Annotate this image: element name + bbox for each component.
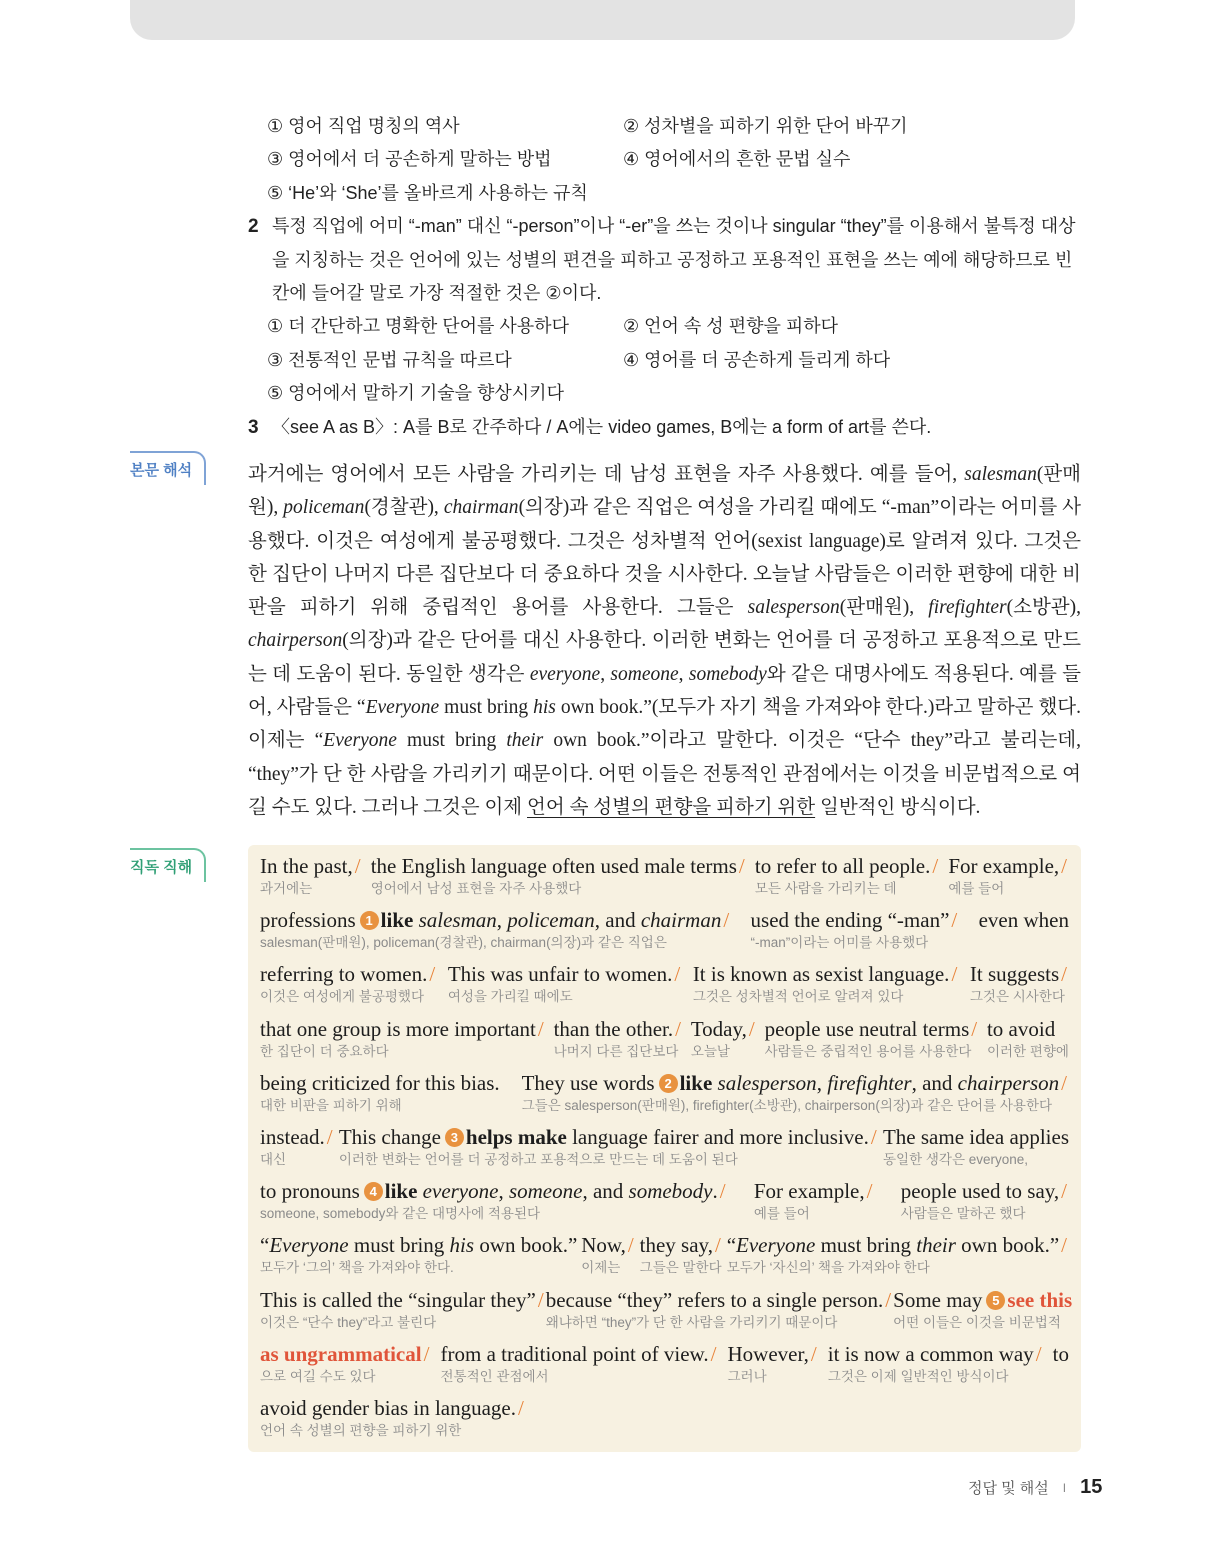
translation-text: Everyone bbox=[365, 697, 440, 719]
reading-chunk bbox=[901, 1178, 1069, 1232]
korean-gloss: 전통적인 관점에서 bbox=[440, 1368, 549, 1384]
english-text: referring to women. bbox=[260, 962, 428, 987]
english-text: avoid gender bias in language. bbox=[260, 1395, 516, 1420]
english-chunk bbox=[979, 907, 1069, 934]
english-chunk bbox=[339, 1124, 879, 1151]
english-chunk bbox=[448, 961, 682, 988]
english-chunk bbox=[691, 1016, 757, 1043]
english-text: like bbox=[384, 1179, 418, 1204]
translation-text: 와 같은 대명사에도 적용된다. 예를 들어, 사람들은 “ bbox=[248, 663, 1081, 719]
reading-line bbox=[260, 1178, 1069, 1232]
korean-gloss: 예를 들어 bbox=[753, 1206, 810, 1222]
slash-separator: / bbox=[1061, 1179, 1067, 1204]
korean-gloss: 이제는 bbox=[581, 1260, 621, 1276]
korean-gloss: 나머지 다른 집단보다 bbox=[553, 1043, 679, 1059]
english-text: because “they” refers to a single person. bbox=[545, 1287, 884, 1312]
reading-chunk bbox=[260, 961, 437, 1015]
number-badge: 1 bbox=[360, 911, 379, 930]
english-text: it is now a common way bbox=[827, 1341, 1034, 1366]
korean-gloss: 동일한 생각은 everyone, bbox=[882, 1151, 1029, 1167]
translation-text: everyone bbox=[529, 663, 601, 685]
reading-chunk bbox=[260, 1070, 500, 1124]
english-text: to bbox=[1052, 1341, 1069, 1366]
slash-separator: / bbox=[951, 962, 958, 987]
english-text: his bbox=[449, 1233, 475, 1258]
english-text: to avoid bbox=[986, 1016, 1056, 1041]
translation-text: (의장)과 같은 직업은 여성을 가리킬 때에도 “-man”이라는 어미를 사용했다. 이것은 여성에게 불공평했다. 그것은 성차별적 언어(sexist language)로 알려져 있다. 그것은 한 집단이 나머지 다른 집단보다 더 중요하다 것을 시사한다. 오늘날 사람들은 이러한 편향에 대한 비판을 피하기 위해 중립적인 용어를 사용한다. 그들은 bbox=[248, 497, 1081, 619]
translation-text: salesman bbox=[964, 464, 1037, 485]
english-chunk bbox=[581, 1232, 636, 1259]
q2-choices bbox=[248, 310, 1088, 410]
english-chunk bbox=[260, 1287, 546, 1314]
reading-chunk bbox=[948, 853, 1069, 907]
translation-text: own book.”(모두가 자기 책을 가져와야 한다.)라고 말하곤 했다. 이제는 “ bbox=[248, 697, 1081, 752]
translation-text: 과거에는 영어에서 모든 사람을 가리키는 데 남성 표현을 자주 사용했다. 예를 들어, bbox=[248, 464, 965, 485]
slash-separator: / bbox=[810, 1341, 817, 1366]
korean-gloss: 언어 속 성별의 편향을 피하기 위한 bbox=[260, 1422, 462, 1438]
korean-gloss: 이러한 변화는 언어를 더 공정하고 포용적으로 만드는 데 도움이 된다 bbox=[338, 1151, 738, 1167]
english-text: Some may bbox=[893, 1287, 983, 1312]
korean-gloss: 영어에서 남성 표현을 자주 사용했다 bbox=[370, 881, 582, 896]
reading-line bbox=[260, 1070, 1069, 1124]
english-text: salesman bbox=[418, 908, 497, 933]
slash-separator: / bbox=[537, 1287, 544, 1312]
slash-separator: / bbox=[885, 1287, 892, 1312]
translation-text: chairman bbox=[443, 497, 519, 519]
english-chunk bbox=[755, 853, 940, 880]
q1-choice: ① 영어 직업 명칭의 역사 bbox=[267, 116, 460, 136]
number-badge: 2 bbox=[659, 1074, 678, 1093]
english-text: , and bbox=[594, 908, 641, 933]
translation-text: 일반적인 방식이다. bbox=[815, 796, 981, 818]
slash-separator: / bbox=[866, 1179, 873, 1204]
english-text: policeman bbox=[507, 908, 595, 933]
question-explanation: 〈see A as B〉: A를 B로 간주하다 / A에는 video games, B에는 a form of art를 쓴다. bbox=[272, 416, 932, 437]
english-chunk bbox=[546, 1287, 893, 1314]
english-text: Today, bbox=[690, 1016, 747, 1041]
english-text: language fairer and more inclusive. bbox=[566, 1124, 869, 1149]
reading-chunk bbox=[987, 1016, 1069, 1070]
english-text: own book.” bbox=[474, 1233, 578, 1258]
footer-separator: I bbox=[1062, 1480, 1067, 1495]
english-chunk bbox=[260, 961, 437, 988]
translation-text: firefighter bbox=[928, 597, 1007, 619]
english-text: salesperson bbox=[717, 1070, 817, 1095]
slash-separator: / bbox=[870, 1124, 877, 1149]
question-number: 3 bbox=[248, 416, 259, 438]
english-chunk bbox=[441, 1341, 719, 1368]
english-text: , and bbox=[911, 1070, 958, 1095]
question-3 bbox=[248, 411, 1088, 444]
q2-choice: ① 더 간단하고 명확한 단어를 사용하다 bbox=[267, 316, 569, 337]
korean-gloss: someone, somebody와 같은 대명사에 적용된다 bbox=[260, 1206, 541, 1222]
translation-text: (의장)과 같은 단어를 대신 사용한다. 이러한 변화는 언어를 더 공정하고 포용적으로 만드는 데 도움이 된다. 동일한 생각은 bbox=[248, 630, 1081, 685]
english-text: than the other. bbox=[553, 1016, 674, 1041]
translation-text: somebody bbox=[688, 663, 767, 685]
translation-text: salesperson bbox=[747, 597, 840, 619]
english-chunk bbox=[883, 1124, 1069, 1151]
slash-separator: / bbox=[627, 1233, 634, 1258]
translation-text: own book.”이라고 말한다. 이것은 “단수 they”라고 불리는데, “they”가 단 한 사람을 가리키기 때문이다. 어떤 이들은 전통적인 관점에서는 이것을 비문법적으로 여길 수도 있다. 그러나 그것은 이제 bbox=[248, 730, 1081, 818]
english-text: helps make bbox=[465, 1124, 567, 1149]
slash-separator: / bbox=[723, 908, 730, 933]
english-chunk bbox=[728, 1341, 819, 1368]
reading-line bbox=[260, 1341, 1069, 1395]
korean-gloss: 이것은 여성에게 불공평했다 bbox=[260, 989, 424, 1005]
reading-chunk bbox=[979, 907, 1069, 961]
q2-choice: ② 언어 속 성 편향을 피하다 bbox=[623, 316, 839, 337]
reading-chunk bbox=[371, 853, 747, 907]
korean-gloss: 한 집단이 더 중요하다 bbox=[260, 1043, 389, 1059]
korean-gloss: 어떤 이들은 이것을 비문법적 bbox=[893, 1314, 1061, 1330]
reading-chunk bbox=[828, 1341, 1044, 1395]
reading-chunk bbox=[728, 1341, 819, 1395]
english-chunk bbox=[970, 961, 1069, 988]
translation-text: (판매원), bbox=[839, 597, 929, 619]
english-chunk bbox=[371, 853, 747, 880]
english-chunk bbox=[260, 1178, 728, 1205]
english-text: to refer to all people. bbox=[754, 854, 931, 878]
english-chunk bbox=[260, 1232, 577, 1259]
english-text: someone bbox=[508, 1179, 583, 1204]
reading-line bbox=[260, 1287, 1073, 1341]
direct-reading-box bbox=[248, 845, 1081, 1452]
reading-chunk bbox=[260, 1395, 526, 1449]
english-text: For example, bbox=[753, 1179, 865, 1204]
slash-separator: / bbox=[354, 854, 361, 878]
q2-choice: ⑤ 영어에서 말하기 기술을 향상시키다 bbox=[267, 383, 564, 404]
reading-chunk bbox=[581, 1232, 636, 1286]
q1-choice: ⑤ ‘He’와 ‘She’를 올바르게 사용하는 규칙 bbox=[267, 182, 588, 203]
translation-text: someone bbox=[610, 663, 679, 685]
korean-gloss: 그것은 이제 일반적인 방식이다 bbox=[827, 1368, 1009, 1384]
highlighted-answer-text: see this bbox=[1007, 1287, 1073, 1312]
english-text: used the ending “-man” bbox=[750, 908, 950, 933]
english-chunk bbox=[260, 1016, 546, 1043]
reading-chunk bbox=[754, 1178, 875, 1232]
korean-gloss: 그것은 성차별적 언어로 알려져 있다 bbox=[692, 989, 904, 1005]
english-text: The same idea applies bbox=[882, 1124, 1069, 1149]
reading-chunk bbox=[751, 907, 960, 961]
slash-separator: / bbox=[1061, 1233, 1067, 1258]
translation-text: must bring bbox=[396, 730, 507, 752]
reading-line bbox=[260, 1232, 1069, 1286]
korean-gloss: 여성을 가리킬 때에도 bbox=[447, 989, 573, 1005]
slash-separator: / bbox=[1061, 1070, 1067, 1095]
number-badge: 4 bbox=[364, 1182, 383, 1201]
english-text: , bbox=[498, 1179, 509, 1204]
english-text: their bbox=[916, 1233, 956, 1258]
english-chunk bbox=[260, 1124, 335, 1151]
korean-gloss: 대신 bbox=[260, 1151, 287, 1167]
slash-separator: / bbox=[971, 1016, 978, 1041]
korean-gloss: 이것은 “단수 they”라고 불린다 bbox=[260, 1314, 437, 1330]
english-chunk bbox=[727, 1232, 1069, 1259]
english-text: people used to say, bbox=[900, 1179, 1060, 1204]
english-text: This is called the “singular they” bbox=[260, 1287, 536, 1312]
english-text: to pronouns bbox=[260, 1179, 360, 1204]
q1-choice: ④ 영어에서의 흔한 문법 실수 bbox=[623, 149, 851, 170]
english-chunk bbox=[693, 961, 959, 988]
english-text: being criticized for this bias. bbox=[260, 1070, 500, 1095]
english-chunk bbox=[828, 1341, 1044, 1368]
slash-separator: / bbox=[1035, 1341, 1042, 1366]
reading-chunk bbox=[260, 1124, 335, 1178]
korean-gloss: 모두가 ‘그의’ 책을 가져와야 한다. bbox=[260, 1260, 454, 1276]
translation-text: (경찰관), bbox=[364, 497, 444, 519]
english-chunk bbox=[522, 1070, 1069, 1097]
korean-gloss: 사람들은 중립적인 용어를 사용한다 bbox=[764, 1043, 972, 1059]
translation-paragraph bbox=[248, 458, 1081, 824]
reading-chunk bbox=[1053, 1341, 1069, 1395]
english-chunk bbox=[640, 1232, 723, 1259]
reading-chunk bbox=[260, 1016, 546, 1070]
slash-separator: / bbox=[675, 1016, 681, 1041]
english-chunk bbox=[901, 1178, 1069, 1205]
header-bar bbox=[130, 0, 1075, 40]
english-chunk bbox=[260, 1341, 431, 1368]
english-text: Now, bbox=[581, 1233, 626, 1258]
question-number: 2 bbox=[248, 216, 259, 238]
korean-gloss: salesman(판매원), policeman(경찰관), chairman(의장)과 같은 직업은 bbox=[260, 935, 667, 951]
english-text: “ bbox=[260, 1233, 270, 1258]
korean-gloss: 과거에는 bbox=[260, 881, 313, 896]
translation-text: their bbox=[506, 730, 544, 752]
korean-gloss: 모두가 ‘자신의’ 책을 가져와야 한다 bbox=[726, 1260, 930, 1276]
english-text: , and bbox=[582, 1179, 629, 1204]
reading-chunk bbox=[765, 1016, 980, 1070]
english-text: must bring bbox=[348, 1233, 450, 1258]
english-chunk bbox=[260, 1070, 500, 1097]
translation-text: , bbox=[678, 663, 689, 685]
reading-line bbox=[260, 1016, 1069, 1070]
slash-separator: / bbox=[326, 1124, 333, 1149]
korean-gloss: 사람들은 말하곤 했다 bbox=[900, 1206, 1026, 1222]
reading-chunk bbox=[448, 961, 682, 1015]
reading-chunk bbox=[339, 1124, 879, 1178]
reading-line bbox=[260, 1124, 1069, 1178]
english-text: It suggests bbox=[969, 962, 1060, 987]
slash-separator: / bbox=[537, 1016, 544, 1041]
english-text: they say, bbox=[639, 1233, 713, 1258]
q2-choice: ③ 전통적인 문법 규칙을 따르다 bbox=[267, 349, 512, 370]
reading-chunk bbox=[546, 1287, 893, 1341]
translation-text: his bbox=[533, 697, 556, 719]
reading-line bbox=[260, 853, 1069, 907]
korean-gloss: 그들은 salesperson(판매원), firefighter(소방관), chairperson(의장)과 같은 단어를 사용한다 bbox=[521, 1097, 1053, 1113]
translation-text: , bbox=[600, 663, 611, 685]
english-text: even when bbox=[978, 908, 1069, 933]
english-text: must bring bbox=[815, 1233, 917, 1258]
english-text: firefighter bbox=[827, 1070, 912, 1095]
section-label-translation: 본문 해석 bbox=[130, 451, 206, 485]
english-text: . bbox=[712, 1179, 718, 1204]
slash-separator: / bbox=[710, 1341, 717, 1366]
reading-chunk bbox=[260, 1232, 577, 1286]
section-label-direct-reading: 직독 직해 bbox=[130, 848, 206, 882]
reading-line bbox=[260, 1395, 1069, 1449]
translation-text: (판매원), bbox=[248, 464, 1081, 519]
q1-choices bbox=[248, 110, 1088, 210]
answer-explanations bbox=[248, 110, 1088, 444]
page-footer bbox=[968, 1476, 1102, 1499]
korean-gloss: 이러한 편향에 bbox=[986, 1043, 1069, 1059]
slash-separator: / bbox=[951, 908, 958, 933]
english-text: like bbox=[380, 908, 414, 933]
english-text: For example, bbox=[948, 854, 1060, 878]
slash-separator: / bbox=[714, 1233, 721, 1258]
english-text: , bbox=[496, 908, 508, 933]
number-badge: 5 bbox=[986, 1291, 1005, 1310]
reading-chunk bbox=[260, 1178, 728, 1232]
english-text: It is known as sexist language. bbox=[692, 962, 950, 987]
english-text: , bbox=[816, 1070, 828, 1095]
korean-gloss: 모든 사람을 가리키는 데 bbox=[754, 881, 897, 896]
reading-line bbox=[260, 961, 1069, 1015]
slash-separator: / bbox=[932, 854, 939, 878]
english-text: people use neutral terms bbox=[764, 1016, 970, 1041]
english-chunk bbox=[554, 1016, 683, 1043]
english-chunk bbox=[260, 907, 731, 934]
english-text: “ bbox=[726, 1233, 737, 1258]
korean-gloss: 오늘날 bbox=[690, 1043, 730, 1059]
korean-gloss: 그러나 bbox=[727, 1368, 767, 1384]
question-2 bbox=[248, 210, 1088, 310]
q1-choice: ② 성차별을 피하기 위한 단어 바꾸기 bbox=[623, 116, 908, 136]
english-text: However, bbox=[727, 1341, 809, 1366]
english-chunk bbox=[260, 853, 363, 880]
translation-text: chairperson bbox=[248, 630, 343, 652]
english-chunk bbox=[754, 1178, 875, 1205]
reading-chunk bbox=[260, 1287, 546, 1341]
reading-chunk bbox=[727, 1232, 1069, 1286]
reading-chunk bbox=[755, 853, 940, 907]
reading-chunk bbox=[260, 907, 731, 961]
underlined-answer-text: 언어 속 성별의 편향을 피하기 위한 bbox=[527, 796, 816, 818]
english-text: like bbox=[679, 1070, 713, 1095]
reading-chunk bbox=[554, 1016, 683, 1070]
reading-chunk bbox=[893, 1287, 1072, 1341]
slash-separator: / bbox=[748, 1016, 755, 1041]
english-text: instead. bbox=[260, 1124, 325, 1149]
english-chunk bbox=[260, 1395, 526, 1422]
number-badge: 3 bbox=[445, 1128, 464, 1147]
translation-text: policeman bbox=[283, 497, 365, 519]
english-text: from a traditional point of view. bbox=[440, 1341, 709, 1366]
footer-section-title: 정답 및 해설 bbox=[968, 1480, 1049, 1497]
english-text: chairman bbox=[640, 908, 722, 933]
english-chunk bbox=[751, 907, 960, 934]
translation-text: Everyone bbox=[323, 730, 397, 752]
reading-line bbox=[260, 907, 1069, 961]
reading-chunk bbox=[970, 961, 1069, 1015]
question-explanation: 특정 직업에 어미 “-man” 대신 “-person”이나 “-er”을 쓰는 것이나 singular “they”를 이용해서 불특정 대상을 지칭하는 것은 언어에 있는 성별의 편견을 피하고 공정하고 포용적인 표현을 쓰는 예에 해당하므로 빈칸에 들어갈 말로 가장 적절한 것은 ②이다. bbox=[272, 216, 1076, 304]
slash-separator: / bbox=[518, 1395, 524, 1420]
korean-gloss: 그들은 말한다 bbox=[639, 1260, 722, 1276]
english-text: chairperson bbox=[957, 1070, 1060, 1095]
slash-separator: / bbox=[719, 1179, 726, 1204]
translation-text: (소방관), bbox=[1006, 597, 1082, 619]
slash-separator: / bbox=[1061, 962, 1067, 987]
english-chunk bbox=[893, 1287, 1072, 1314]
english-chunk bbox=[765, 1016, 980, 1043]
reading-chunk bbox=[260, 853, 363, 907]
english-text: This was unfair to women. bbox=[447, 962, 673, 987]
reading-chunk bbox=[522, 1070, 1069, 1124]
english-chunk bbox=[948, 853, 1069, 880]
english-chunk bbox=[987, 1016, 1069, 1043]
english-chunk bbox=[1053, 1341, 1069, 1368]
q2-choice: ④ 영어를 더 공손하게 들리게 하다 bbox=[623, 349, 891, 370]
english-text: This change bbox=[338, 1124, 441, 1149]
highlighted-answer-text: as ungrammatical bbox=[260, 1341, 422, 1366]
english-text: everyone bbox=[422, 1179, 499, 1204]
slash-separator: / bbox=[1061, 854, 1067, 878]
korean-gloss: 대한 비판을 피하기 위해 bbox=[260, 1097, 402, 1113]
english-text: somebody bbox=[628, 1179, 713, 1204]
reading-chunk bbox=[693, 961, 959, 1015]
slash-separator: / bbox=[738, 854, 745, 878]
reading-chunk bbox=[691, 1016, 757, 1070]
korean-gloss: 그것은 시사한다 bbox=[969, 989, 1065, 1005]
english-text: In the past, bbox=[260, 854, 353, 878]
korean-gloss: 예를 들어 bbox=[948, 881, 1005, 896]
english-text: the English language often used male terms bbox=[370, 854, 737, 878]
english-text: Everyone bbox=[736, 1233, 816, 1258]
reading-chunk bbox=[640, 1232, 723, 1286]
q1-choice: ③ 영어에서 더 공손하게 말하는 방법 bbox=[267, 149, 552, 170]
english-text: own book.” bbox=[955, 1233, 1060, 1258]
korean-gloss: “-man”이라는 어미를 사용했다 bbox=[750, 935, 929, 951]
korean-gloss: 왜냐하면 “they”가 단 한 사람을 가리키기 때문이다 bbox=[545, 1314, 838, 1330]
slash-separator: / bbox=[674, 962, 681, 987]
reading-chunk bbox=[883, 1124, 1069, 1178]
english-text: professions bbox=[260, 908, 356, 933]
slash-separator: / bbox=[423, 1341, 430, 1366]
slash-separator: / bbox=[429, 962, 436, 987]
english-text: They use words bbox=[521, 1070, 655, 1095]
english-text: Everyone bbox=[269, 1233, 349, 1258]
translation-text: must bring bbox=[439, 697, 534, 719]
page-number: 15 bbox=[1080, 1476, 1103, 1498]
reading-chunk bbox=[260, 1341, 431, 1395]
reading-chunk bbox=[441, 1341, 719, 1395]
korean-gloss: 으로 여길 수도 있다 bbox=[260, 1368, 376, 1384]
english-text: that one group is more important bbox=[260, 1016, 536, 1041]
